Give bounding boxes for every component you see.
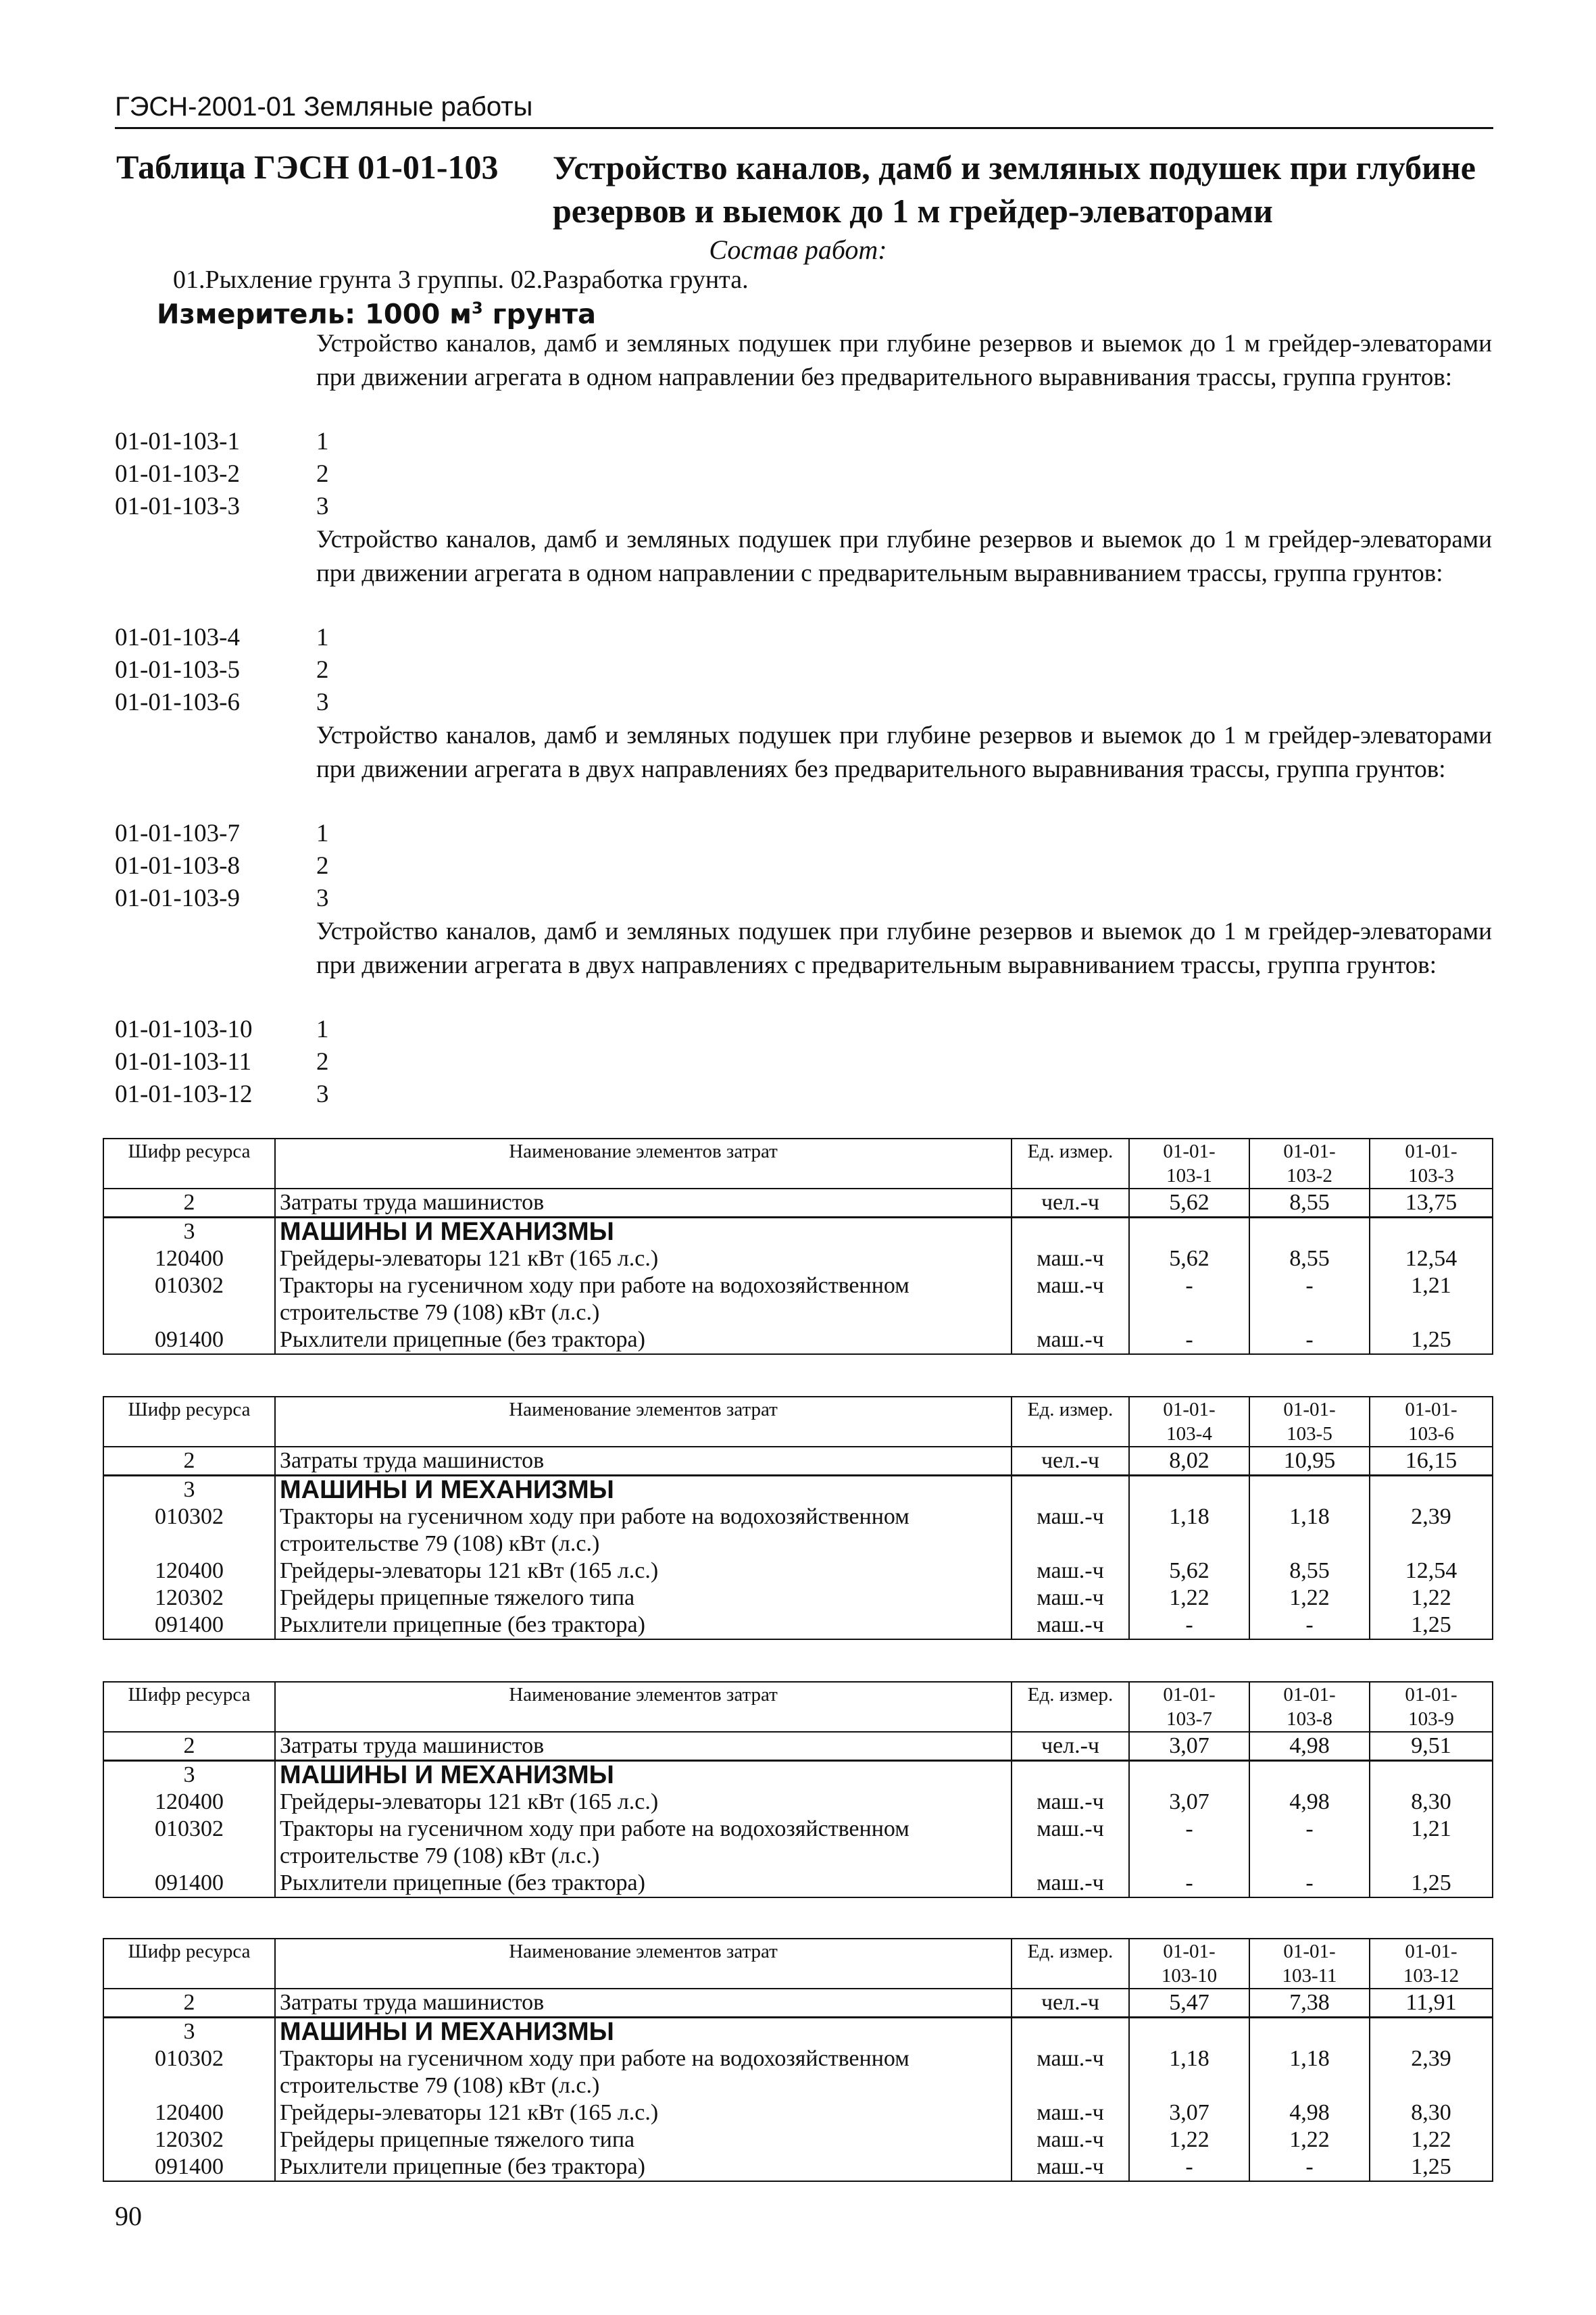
group-description: Устройство каналов, дамб и земляных подушек при глубине резервов и выемок до 1 м грейдер-элеваторами при движении агрегата в одном направлении без предварительного выравнивания трассы, группа грунтов: [316,330,1492,391]
section-code: 3 [103,1476,275,1504]
header-norm-column: 01-01- 103-3 [1370,1139,1493,1189]
header-name: Наименование элементов затрат [275,1682,1012,1732]
resource-value: 4,98 [1249,2099,1370,2126]
measure-label: Измеритель: 1000 м [157,299,472,330]
resource-value: 8,55 [1249,1189,1370,1218]
resource-name: Грейдеры прицепные тяжелого типа [275,1585,1012,1612]
resource-code: 091400 [103,1870,275,1897]
labor-row [103,1732,1493,1761]
resource-value: 13,75 [1370,1189,1493,1218]
composition-text: 01.Рыхление грунта 3 группы. 02.Разработка грунта. [173,266,749,294]
resource-code: 010302 [103,2045,275,2099]
resource-value: 9,51 [1370,1732,1493,1761]
resource-value: 8,30 [1370,1789,1493,1816]
resource-value: - [1129,1272,1249,1326]
resource-unit: чел.-ч [1012,1447,1129,1476]
composition-heading: Состав работ: [709,234,887,265]
header-name: Наименование элементов затрат [275,1139,1012,1189]
header-norm-column: 01-01- 103-10 [1129,1939,1249,1989]
resource-code: 2 [103,1732,275,1761]
resource-row [103,1272,1493,1326]
resource-table [103,1396,1493,1640]
resource-value: 8,55 [1249,1245,1370,1272]
resource-value: 4,98 [1249,1732,1370,1761]
resource-name: Рыхлители прицепные (без трактора) [275,1326,1012,1354]
resource-value: - [1249,1816,1370,1870]
resource-name: Рыхлители прицепные (без трактора) [275,2154,1012,2181]
resource-unit: маш.-ч [1012,2045,1129,2099]
resource-name: Затраты труда машинистов [275,1989,1012,2018]
header-unit: Ед. измер. [1012,1939,1129,1989]
resource-value: 1,22 [1370,1585,1493,1612]
resource-name: Тракторы на гусеничном ходу при работе на водохозяйственном строительстве 79 (108) кВт (л.с.) [275,1503,1012,1558]
resource-unit: маш.-ч [1012,1870,1129,1897]
header-norm-column: 01-01- 103-6 [1370,1397,1493,1447]
resource-value: 1,21 [1370,1272,1493,1326]
soil-group: 1 [316,428,329,455]
resource-unit: маш.-ч [1012,1245,1129,1272]
code-row [115,654,329,687]
header-unit: Ед. измер. [1012,1397,1129,1447]
soil-group: 1 [316,1016,329,1043]
resource-value: 8,55 [1249,1558,1370,1585]
resource-unit: маш.-ч [1012,1789,1129,1816]
code-row [115,426,329,458]
resource-name: Грейдеры-элеваторы 121 кВт (165 л.с.) [275,1789,1012,1816]
resource-name: Грейдеры-элеваторы 121 кВт (165 л.с.) [275,2099,1012,2126]
norm-code: 01-01-103-9 [115,885,240,912]
resource-code: 120400 [103,1789,275,1816]
measure-unit-text: грунта [482,299,597,330]
resource-value: 16,15 [1370,1447,1493,1476]
group-description: Устройство каналов, дамб и земляных подушек при глубине резервов и выемок до 1 м грейдер-элеваторами при движении агрегата в двух направлениях без предварительного выравнивания трассы, группа грунтов: [316,722,1492,783]
resource-value: 10,95 [1249,1447,1370,1476]
resource-row [103,2099,1493,2126]
header-rule [115,127,1493,129]
machines-section-row [103,1761,1493,1789]
resource-name: Тракторы на гусеничном ходу при работе на водохозяйственном строительстве 79 (108) кВт (л.с.) [275,1816,1012,1870]
resource-value: 5,47 [1129,1989,1249,2018]
resource-value: 5,62 [1129,1189,1249,1218]
resource-value: - [1129,1816,1249,1870]
norm-code: 01-01-103-10 [115,1016,253,1043]
resource-value: 1,25 [1370,1326,1493,1354]
page-number: 90 [115,2201,142,2231]
header-norm-column: 01-01- 103-8 [1249,1682,1370,1732]
resource-table [103,1138,1493,1355]
table-header-row [103,1397,1493,1447]
resource-value: 12,54 [1370,1245,1493,1272]
norm-code: 01-01-103-2 [115,460,240,488]
resource-code: 120400 [103,1245,275,1272]
norm-code: 01-01-103-7 [115,820,240,847]
soil-group: 3 [316,1080,329,1108]
resource-row [103,1245,1493,1272]
resource-value: 11,91 [1370,1989,1493,2018]
header-norm-column: 01-01- 103-12 [1370,1939,1493,1989]
resource-unit: маш.-ч [1012,1558,1129,1585]
header-norm-column: 01-01- 103-9 [1370,1682,1493,1732]
resource-value: 1,25 [1370,2154,1493,2181]
title-line-1: Устройство каналов, дамб и земляных подушек при глубине [553,149,1476,186]
resource-unit: маш.-ч [1012,1816,1129,1870]
norm-code: 01-01-103-5 [115,656,240,684]
resource-value: - [1129,1870,1249,1897]
resource-row [103,1558,1493,1585]
header-norm-column: 01-01- 103-5 [1249,1397,1370,1447]
resource-unit: маш.-ч [1012,1585,1129,1612]
resource-value: 4,98 [1249,1789,1370,1816]
resource-name: Грейдеры-элеваторы 121 кВт (165 л.с.) [275,1558,1012,1585]
resource-value: - [1129,2154,1249,2181]
resource-row [103,2154,1493,2181]
table-id: Таблица ГЭСН 01-01-103 [116,148,499,186]
resource-value: 2,39 [1370,1503,1493,1558]
resource-value: 1,25 [1370,1612,1493,1639]
header-name: Наименование элементов затрат [275,1397,1012,1447]
resource-value: - [1249,1612,1370,1639]
resource-value: - [1249,1272,1370,1326]
header-norm-column: 01-01- 103-1 [1129,1139,1249,1189]
header-code: Шифр ресурса [103,1682,275,1732]
resource-value: 1,25 [1370,1870,1493,1897]
resource-value: 1,22 [1249,1585,1370,1612]
header-name: Наименование элементов затрат [275,1939,1012,1989]
resource-table [103,1681,1493,1898]
header-norm-column: 01-01- 103-2 [1249,1139,1370,1189]
code-row [115,850,329,882]
section-title: МАШИНЫ И МЕХАНИЗМЫ [275,1218,1012,1246]
resource-row [103,2126,1493,2154]
norm-code: 01-01-103-11 [115,1048,252,1076]
header-code: Шифр ресурса [103,1939,275,1989]
soil-group: 2 [316,460,329,488]
measure-unit [157,299,596,330]
resource-value: 12,54 [1370,1558,1493,1585]
resource-unit: маш.-ч [1012,2126,1129,2154]
code-row [115,458,329,491]
resource-value: 3,07 [1129,2099,1249,2126]
resource-code: 2 [103,1989,275,2018]
resource-name: Тракторы на гусеничном ходу при работе на водохозяйственном строительстве 79 (108) кВт (л.с.) [275,1272,1012,1326]
header-code: Шифр ресурса [103,1397,275,1447]
resource-value: 1,18 [1129,1503,1249,1558]
resource-value: 2,39 [1370,2045,1493,2099]
resource-value: 1,22 [1129,1585,1249,1612]
resource-name: Затраты труда машинистов [275,1447,1012,1476]
resource-unit: чел.-ч [1012,1732,1129,1761]
section-code: 3 [103,1218,275,1246]
norm-code: 01-01-103-6 [115,689,240,716]
resource-row [103,1503,1493,1558]
resource-code: 091400 [103,1326,275,1354]
table-header-row [103,1939,1493,1989]
resource-value: - [1249,2154,1370,2181]
resource-name: Тракторы на гусеничном ходу при работе на водохозяйственном строительстве 79 (108) кВт (л.с.) [275,2045,1012,2099]
resource-row [103,1326,1493,1354]
machines-section-row [103,1476,1493,1504]
resource-value: 1,18 [1129,2045,1249,2099]
resource-code: 120302 [103,1585,275,1612]
resource-value: 3,07 [1129,1732,1249,1761]
resource-unit: маш.-ч [1012,1326,1129,1354]
resource-code: 120400 [103,2099,275,2126]
resource-unit: маш.-ч [1012,1612,1129,1639]
section-code: 3 [103,1761,275,1789]
resource-code: 091400 [103,1612,275,1639]
header-norm-column: 01-01- 103-11 [1249,1939,1370,1989]
code-row [115,491,329,523]
machines-section-row [103,2018,1493,2046]
norm-code: 01-01-103-1 [115,428,240,455]
soil-group: 3 [316,689,329,716]
soil-group: 3 [316,885,329,912]
resource-unit: маш.-ч [1012,2099,1129,2126]
code-row [115,1046,329,1078]
section-code: 3 [103,2018,275,2046]
resource-value: - [1129,1326,1249,1354]
resource-unit: чел.-ч [1012,1189,1129,1218]
code-row [115,882,329,915]
resource-value: 5,62 [1129,1558,1249,1585]
resource-value: 7,38 [1249,1989,1370,2018]
resource-code: 2 [103,1189,275,1218]
norm-code: 01-01-103-4 [115,624,240,651]
resource-unit: маш.-ч [1012,2154,1129,2181]
resource-value: 1,22 [1370,2126,1493,2154]
code-row [115,622,329,654]
table-header-row [103,1682,1493,1732]
resource-row [103,1612,1493,1639]
section-title: МАШИНЫ И МЕХАНИЗМЫ [275,2018,1012,2046]
header-code: Шифр ресурса [103,1139,275,1189]
resource-value: 1,22 [1249,2126,1370,2154]
section-title: МАШИНЫ И МЕХАНИЗМЫ [275,1476,1012,1504]
resource-value: 8,02 [1129,1447,1249,1476]
resource-code: 120302 [103,2126,275,2154]
resource-code: 010302 [103,1816,275,1870]
header-norm-column: 01-01- 103-7 [1129,1682,1249,1732]
table-header-row [103,1139,1493,1189]
resource-value: - [1249,1870,1370,1897]
group-description: Устройство каналов, дамб и земляных подушек при глубине резервов и выемок до 1 м грейдер-элеваторами при движении агрегата в одном направлении с предварительным выравниванием трассы, группа грунтов: [316,526,1492,587]
measure-superscript: 3 [471,299,483,318]
labor-row [103,1189,1493,1218]
norm-code: 01-01-103-12 [115,1080,253,1108]
title-line-2: резервов и выемок до 1 м грейдер-элеваторами [553,192,1273,230]
resource-value: 1,18 [1249,2045,1370,2099]
code-row [115,1014,329,1046]
soil-group: 3 [316,493,329,520]
machines-section-row [103,1218,1493,1246]
running-head: ГЭСН-2001-01 Земляные работы [115,92,533,122]
resource-value: 1,18 [1249,1503,1370,1558]
soil-group: 1 [316,820,329,847]
table-title [553,146,1499,232]
section-title: МАШИНЫ И МЕХАНИЗМЫ [275,1761,1012,1789]
resource-code: 010302 [103,1503,275,1558]
code-row [115,687,329,719]
resource-value: - [1249,1326,1370,1354]
resource-code: 091400 [103,2154,275,2181]
resource-row [103,1870,1493,1897]
resource-unit: маш.-ч [1012,1272,1129,1326]
resource-code: 010302 [103,1272,275,1326]
resource-row [103,1585,1493,1612]
resource-value: 5,62 [1129,1245,1249,1272]
labor-row [103,1989,1493,2018]
labor-row [103,1447,1493,1476]
resource-row [103,2045,1493,2099]
resource-unit: маш.-ч [1012,1503,1129,1558]
resource-value: 3,07 [1129,1789,1249,1816]
code-row [115,1078,329,1111]
resource-code: 120400 [103,1558,275,1585]
resource-value: 1,21 [1370,1816,1493,1870]
resource-unit: чел.-ч [1012,1989,1129,2018]
resource-name: Затраты труда машинистов [275,1189,1012,1218]
header-unit: Ед. измер. [1012,1139,1129,1189]
soil-group: 2 [316,1048,329,1076]
resource-name: Рыхлители прицепные (без трактора) [275,1870,1012,1897]
group-description: Устройство каналов, дамб и земляных подушек при глубине резервов и выемок до 1 м грейдер-элеваторами при движении агрегата в двух направлениях с предварительным выравниванием трассы, группа грунтов: [316,918,1492,979]
resource-name: Грейдеры прицепные тяжелого типа [275,2126,1012,2154]
resource-code: 2 [103,1447,275,1476]
resource-name: Грейдеры-элеваторы 121 кВт (165 л.с.) [275,1245,1012,1272]
header-unit: Ед. измер. [1012,1682,1129,1732]
resource-name: Затраты труда машинистов [275,1732,1012,1761]
resource-table [103,1938,1493,2182]
resource-row [103,1816,1493,1870]
resource-name: Рыхлители прицепные (без трактора) [275,1612,1012,1639]
norm-code: 01-01-103-3 [115,493,240,520]
norm-code: 01-01-103-8 [115,852,240,880]
resource-value: - [1129,1612,1249,1639]
resource-row [103,1789,1493,1816]
soil-group: 1 [316,624,329,651]
soil-group: 2 [316,852,329,880]
resource-value: 8,30 [1370,2099,1493,2126]
soil-group: 2 [316,656,329,684]
resource-value: 1,22 [1129,2126,1249,2154]
code-row [115,818,329,850]
header-norm-column: 01-01- 103-4 [1129,1397,1249,1447]
